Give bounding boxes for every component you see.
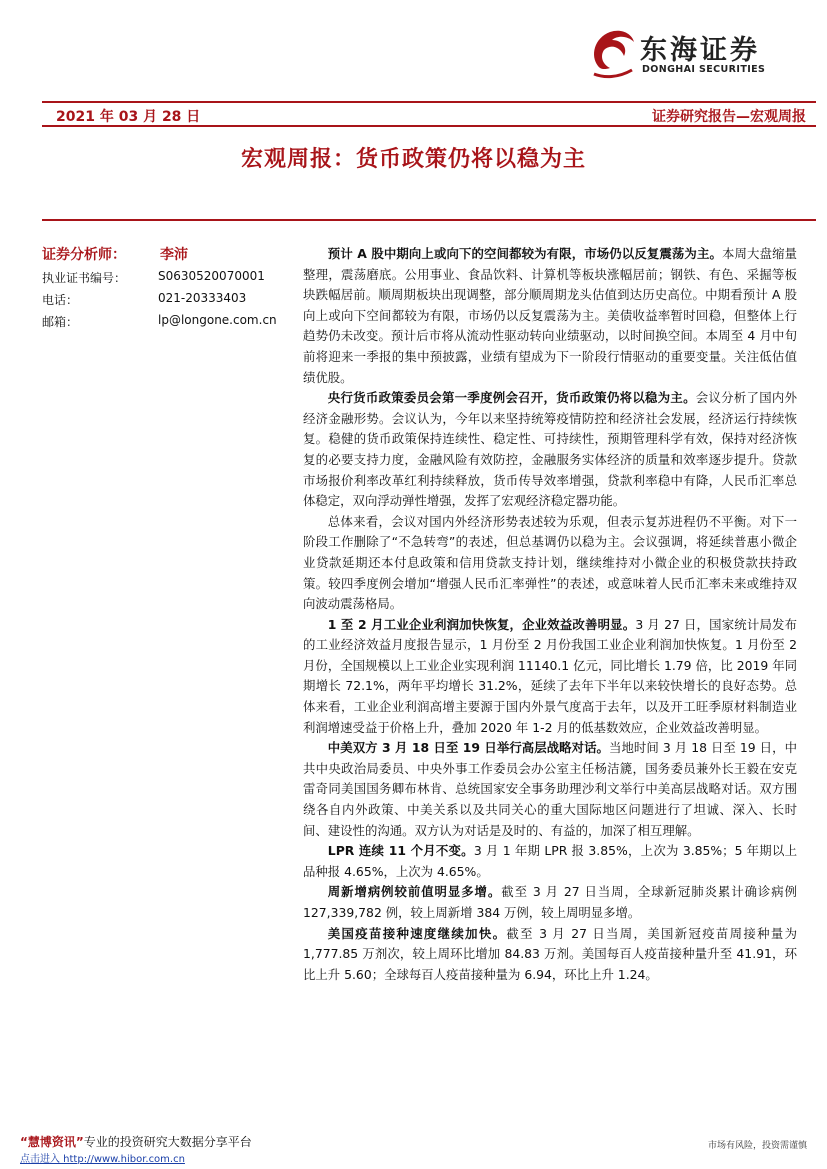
paragraph-heading: 央行货币政策委员会第一季度例会召开，货币政策仍将以稳为主。 xyxy=(327,390,696,406)
paragraph-heading: 中美双方 3 月 18 日至 19 日举行高层战略对话。 xyxy=(327,740,609,756)
paragraph xyxy=(303,244,797,388)
phone-row xyxy=(42,291,292,313)
paragraph-text: 3 月 27 日，国家统计局发布的工业经济效益月度报告显示，1 月份至 2 月份我国工业企业利润加快恢复。1 月份至 2 月份，全国规模以上工业企业实现利润 11140.1 亿元，同比增长 1.79 倍，比 2019 年同期增长 72.1%，两年平均增长 31.2%，延续了去年下半年以来较快增长的良好态势。总体来看，工业企业利润高增主要源于国内外景气度高于去年，以及开工旺季原材料制造业利润增速受益于价格上升，叠加 2020 年 1-2 月的低基数效应，企业效益改善明显。 xyxy=(303,616,798,735)
analyst-info xyxy=(42,244,292,335)
analyst-name: 李沛 xyxy=(160,247,188,263)
paragraph xyxy=(303,512,797,615)
paragraph-text: 总体来看，会议对国内外经济形势表述较为乐观，但表示复苏进程仍不平衡。对下一阶段工作删除了“不急转弯”的表述，但总基调仍以稳为主。会议强调，将延续普惠小微企业贷款延期还本付息政策和信用贷款支持计划，继续维持对小微企业的积极贷款扶持政策。较四季度例会增加“增强人民币汇率弹性”的表述，或意味着人民币汇率未来或维持双向波动震荡格局。 xyxy=(303,513,797,612)
paragraph xyxy=(303,924,797,986)
paragraph xyxy=(303,738,797,841)
analyst-row xyxy=(42,244,292,269)
title-divider xyxy=(42,219,816,221)
paragraph-text: 3 月 1 年期 LPR 报 3.85%，上次为 3.85%；5 年期以上品种报 4.65%，上次为 4.65%。 xyxy=(303,843,797,879)
email-label: 邮箱： xyxy=(42,315,79,329)
report-body xyxy=(303,244,797,985)
email-row xyxy=(42,313,292,335)
report-type: 证券研究报告—宏观周报 xyxy=(652,109,806,125)
footer-disclaimer: 市场有风险，投资需谨慎 xyxy=(707,1141,807,1151)
analyst-label: 证券分析师： xyxy=(42,247,126,263)
cert-label: 执业证书编号： xyxy=(42,271,127,285)
paragraph-heading: 周新增病例较前值明显多增。 xyxy=(327,884,502,900)
email-address: lp@longone.com.cn xyxy=(158,313,277,327)
report-date: 2021 年 03 月 28 日 xyxy=(56,109,201,125)
footer-brand: “慧博资讯” xyxy=(20,1135,84,1149)
logo-chinese-name: 东海证券 xyxy=(640,35,760,66)
header-band xyxy=(42,101,816,127)
paragraph xyxy=(303,882,797,923)
paragraph-heading: 美国疫苗接种速度继续加快。 xyxy=(327,925,507,941)
wave-logo-icon xyxy=(588,22,642,82)
footer-slogan: 专业的投资研究大数据分享平台 xyxy=(83,1135,252,1149)
logo-english-name: DONGHAI SECURITIES xyxy=(642,64,766,75)
paragraph-text: 截至 3 月 27 日当周，美国新冠疫苗周接种量为 1,777.85 万剂次，较上周环比增加 84.83 万剂。美国每百人疫苗接种量升至 41.91，环比上升 5.60；全球每百人疫苗接种量为 6.94，环比上升 1.24。 xyxy=(303,925,797,982)
paragraph-text: 会议分析了国内外经济金融形势。会议认为，今年以来坚持统筹疫情防控和经济社会发展，经济运行持续恢复。稳健的货币政策保持连续性、稳定性、可持续性，预期管理科学有效，保持对经济恢复的必要支持力度，金融风险有效防控，金融服务实体经济的质量和效率逐步提升。贷款市场报价利率改革红利持续释放，货币传导效率增强，贷款利率稳中有降，人民币汇率总体稳定，双向浮动弹性增强，发挥了宏观经济稳定器功能。 xyxy=(303,390,798,509)
paragraph-text: 截至 3 月 27 日当周，全球新冠肺炎累计确诊病例 127,339,782 例，较上周新增 384 万例，较上周明显多增。 xyxy=(303,884,798,920)
paragraph xyxy=(303,841,797,882)
paragraph-heading: 1 至 2 月工业企业利润加快恢复，企业效益改善明显。 xyxy=(327,616,636,632)
paragraph xyxy=(303,615,797,739)
paragraph xyxy=(303,388,797,512)
footer-link[interactable]: 点击进入 http://www.hibor.com.cn xyxy=(20,1154,185,1165)
company-logo xyxy=(588,22,798,84)
phone-number: 021-20333403 xyxy=(158,291,247,305)
paragraph-heading: 预计 A 股中期向上或向下的空间都较为有限，市场仍以反复震荡为主。 xyxy=(327,246,722,261)
cert-row xyxy=(42,269,292,291)
phone-label: 电话： xyxy=(42,293,79,307)
paragraph-text: 当地时间 3 月 18 日至 19 日，中共中央政治局委员、中央外事工作委员会办公室主任杨洁篪，国务委员兼外长王毅在安克雷奇同美国国务卿布林肯、总统国家安全事务助理沙利文举行中美高层战略对话。双方围绕各自内外政策、中美关系以及共同关心的重大国际地区问题进行了坦诚、深入、长时间、建设性的沟通。双方认为对话是及时的、有益的，加深了相互理解。 xyxy=(303,740,797,838)
cert-number: S0630520070001 xyxy=(158,269,265,283)
paragraph-heading: LPR 连续 11 个月不变。 xyxy=(327,843,474,859)
report-title: 宏观周报：货币政策仍将以稳为主 xyxy=(240,146,586,172)
paragraph-text: 本周大盘缩量整理，震荡磨底。公用事业、食品饮料、计算机等板块涨幅居前；钢铁、有色、采掘等板块跌幅居前。顺周期板块出现调整，部分顺周期龙头估值到达历史高位。中期看预计 A 股向上或向下空间都较为有限，市场仍以反复震荡为主。美债收益率暂时回稳，但整体上行趋势仍未改变。预计后市将从流动性驱动转向业绩驱动，以时间换空间。本周至 4 月中旬前将迎来一季报的集中预披露，业绩有望成为下一阶段行情驱动的重要变量。关注低估值绩优股。 xyxy=(303,246,798,385)
footer-promo xyxy=(20,1133,252,1150)
